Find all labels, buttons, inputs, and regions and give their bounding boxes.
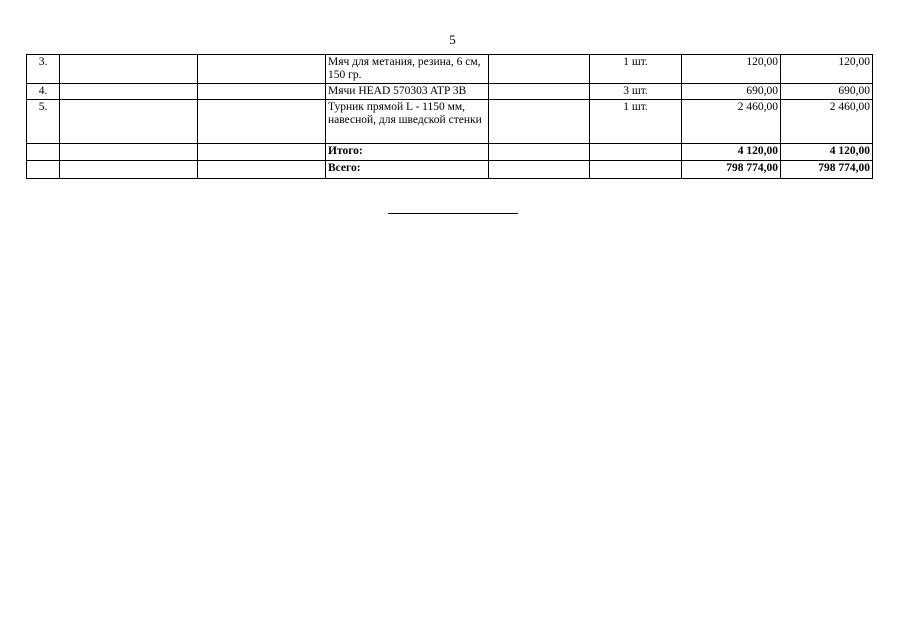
empty-cell bbox=[489, 55, 590, 84]
item-name: Турник прямой L - 1150 мм, навесной, для шведской стенки bbox=[326, 100, 489, 144]
table-row bbox=[27, 100, 873, 144]
empty-cell bbox=[489, 84, 590, 100]
empty-cell bbox=[198, 84, 326, 100]
empty-cell bbox=[198, 161, 326, 179]
empty-cell bbox=[60, 100, 198, 144]
total-sum: 798 774,00 bbox=[781, 161, 873, 179]
subtotal-row bbox=[27, 144, 873, 161]
item-quantity: 3 шт. bbox=[590, 84, 682, 100]
table-row bbox=[27, 55, 873, 84]
empty-cell bbox=[60, 144, 198, 161]
empty-cell bbox=[590, 161, 682, 179]
item-quantity: 1 шт. bbox=[590, 100, 682, 144]
total-price: 798 774,00 bbox=[682, 161, 781, 179]
empty-cell bbox=[590, 144, 682, 161]
total-label: Всего: bbox=[326, 161, 489, 179]
empty-cell bbox=[60, 55, 198, 84]
table-row bbox=[27, 84, 873, 100]
empty-cell bbox=[198, 144, 326, 161]
row-number: 5. bbox=[27, 100, 60, 144]
item-price: 690,00 bbox=[682, 84, 781, 100]
empty-cell bbox=[489, 100, 590, 144]
empty-cell bbox=[489, 144, 590, 161]
item-sum: 120,00 bbox=[781, 55, 873, 84]
item-price: 120,00 bbox=[682, 55, 781, 84]
empty-cell bbox=[60, 84, 198, 100]
subtotal-label: Итого: bbox=[326, 144, 489, 161]
row-number: 4. bbox=[27, 84, 60, 100]
row-number: 3. bbox=[27, 55, 60, 84]
item-sum: 690,00 bbox=[781, 84, 873, 100]
item-name: Мяч для метания, резина, 6 см, 150 гр. bbox=[326, 55, 489, 84]
item-name: Мячи HEAD 570303 ATP 3B bbox=[326, 84, 489, 100]
empty-cell bbox=[489, 161, 590, 179]
empty-cell bbox=[198, 100, 326, 144]
subtotal-sum: 4 120,00 bbox=[781, 144, 873, 161]
items-table bbox=[26, 54, 873, 179]
page-number: 5 bbox=[449, 32, 456, 47]
empty-cell bbox=[27, 144, 60, 161]
end-rule bbox=[388, 213, 518, 214]
empty-cell bbox=[60, 161, 198, 179]
subtotal-price: 4 120,00 bbox=[682, 144, 781, 161]
item-sum: 2 460,00 bbox=[781, 100, 873, 144]
item-price: 2 460,00 bbox=[682, 100, 781, 144]
total-row bbox=[27, 161, 873, 179]
empty-cell bbox=[27, 161, 60, 179]
item-quantity: 1 шт. bbox=[590, 55, 682, 84]
empty-cell bbox=[198, 55, 326, 84]
